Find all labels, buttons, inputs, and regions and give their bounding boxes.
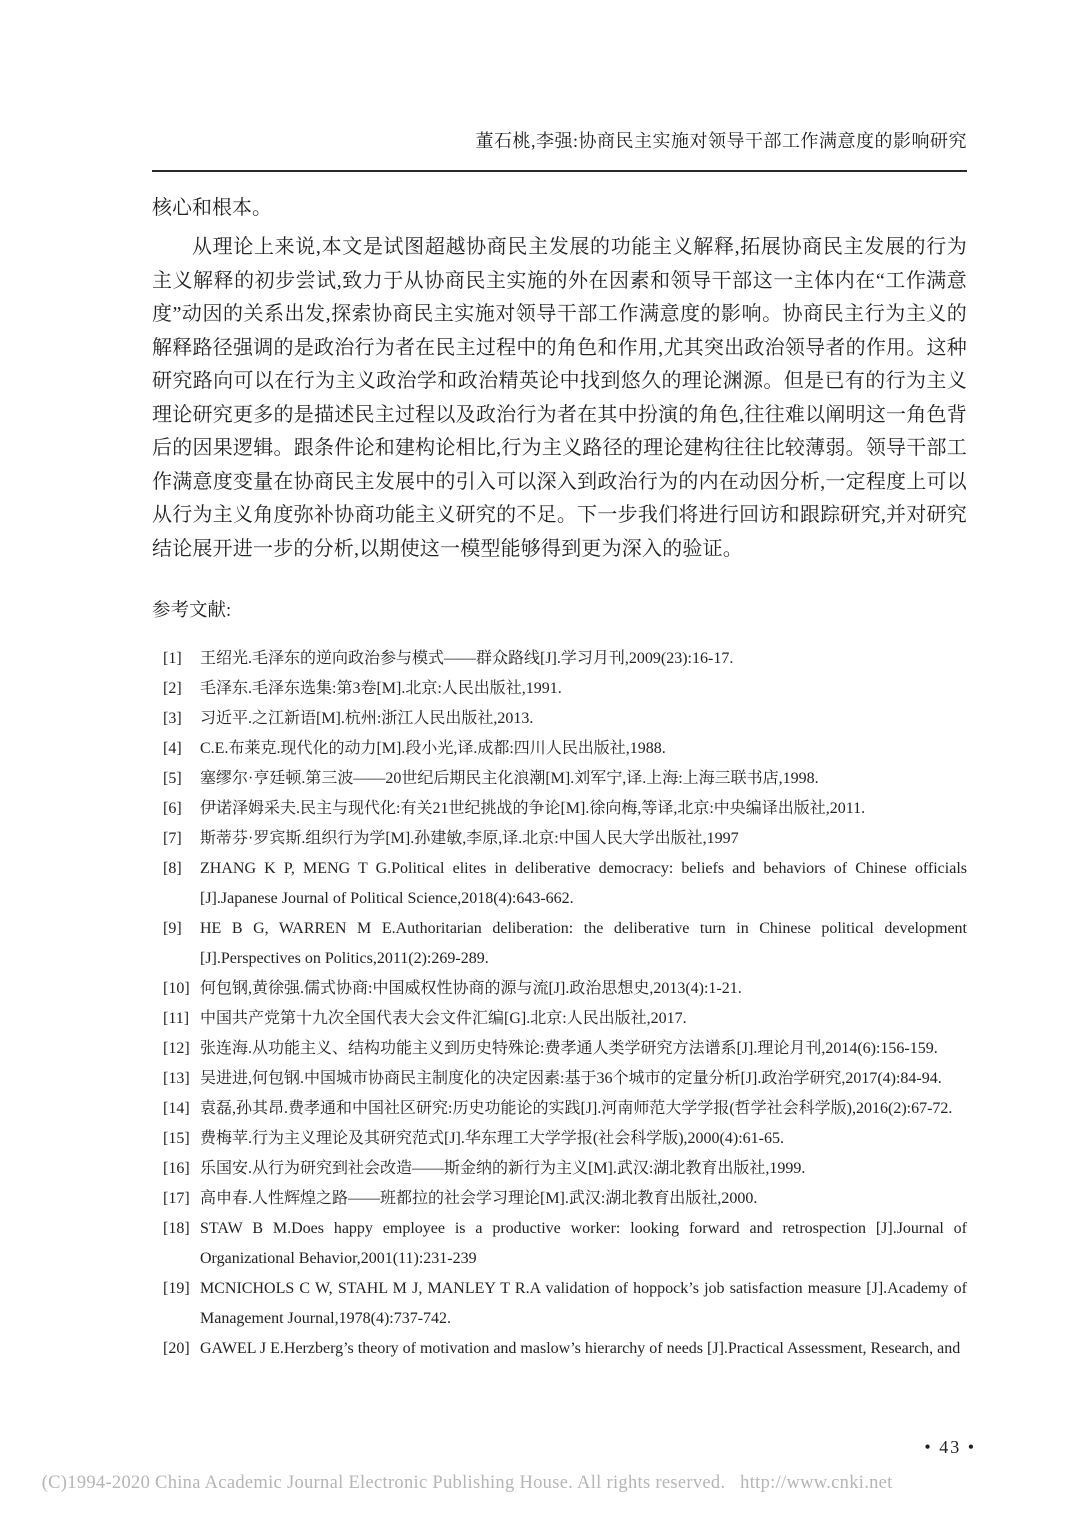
reference-text: 斯蒂芬·罗宾斯.组织行为学[M].孙建敏,李原,译.北京:中国人民大学出版社,1997 [200,830,739,847]
reference-text: 何包钢,黄徐强.儒式协商:中国威权性协商的源与流[J].政治思想史,2013(4):1-21. [200,980,742,997]
reference-item [163,644,967,674]
reference-text: 习近平.之江新语[M].杭州:浙江人民出版社,2013. [200,710,534,727]
reference-text: 高申春.人性辉煌之路——班都拉的社会学习理论[M].武汉:湖北教育出版社,2000. [200,1190,758,1207]
reference-label: [1] [163,650,182,667]
reference-item [163,1124,967,1154]
reference-text: 袁磊,孙其昂.费孝通和中国社区研究:历史功能论的实践[J].河南师范大学学报(哲学社会科学版),2016(2):67-72. [200,1100,953,1117]
reference-text: 王绍光.毛泽东的逆向政治参与模式——群众路线[J].学习月刊,2009(23):16-17. [200,650,734,667]
reference-list [152,644,967,1364]
reference-item [163,1334,967,1364]
reference-label: [18] [163,1220,190,1237]
reference-text: 塞缪尔·亨廷顿.第三波——20世纪后期民主化浪潮[M].刘军宁,译.上海:上海三联书店,1998. [200,770,819,787]
reference-text: 毛泽东.毛泽东选集:第3卷[M].北京:人民出版社,1991. [200,680,562,697]
reference-text: 张连海.从功能主义、结构功能主义到历史特殊论:费孝通人类学研究方法谱系[J].理论月刊,2014(6):156-159. [200,1040,938,1057]
reference-label: [4] [163,740,182,757]
reference-item [163,704,967,734]
paragraph-main: 从理论上来说,本文是试图超越协商民主发展的功能主义解释,拓展协商民主发展的行为主义解释的初步尝试,致力于从协商民主实施的外在因素和领导干部这一主体内在“工作满意度”动因的关系出发,探索协商民主实施对领导干部工作满意度的影响。协商民主行为主义的解释路径强调的是政治行为者在民主过程中的角色和作用,尤其突出政治领导者的作用。这种研究路向可以在行为主义政治学和政治精英论中找到悠久的理论渊源。但是已有的行为主义理论研究更多的是描述民主过程以及政治行为者在其中扮演的角色,往往难以阐明这一角色背后的因果逻辑。跟条件论和建构论相比,行为主义路径的理论建构往往比较薄弱。领导干部工作满意度变量在协商民主发展中的引入可以深入到政治行为的内在动因分析,一定程度上可以从行为主义角度弥补协商功能主义研究的不足。下一步我们将进行回访和跟踪研究,并对研究结论展开进一步的分析,以期使这一模型能够得到更为深入的验证。 [152,236,967,560]
reference-item [163,1004,967,1034]
reference-text: 吴进进,何包钢.中国城市协商民主制度化的决定因素:基于36个城市的定量分析[J].政治学研究,2017(4):84-94. [200,1070,942,1087]
footer-text: (C)1994-2020 China Academic Journal Electronic Publishing House. All rights reserved. http://www.cnki.net [41,1473,893,1493]
reference-item [163,1094,967,1124]
reference-item [163,914,967,974]
reference-label: [11] [163,1010,190,1027]
reference-item [163,1274,967,1334]
reference-item [163,854,967,914]
reference-label: [12] [163,1040,190,1057]
copyright-footer [22,1452,893,1515]
reference-text: HE B G, WARREN M E.Authoritarian deliberation: the deliberative turn in Chinese political development [J].Perspectives on Politics,2011(2):269-289. [200,920,967,967]
paragraph-lead-line: 核心和根本。 [152,197,272,219]
header-rule [152,170,967,172]
reference-item [163,1034,967,1064]
reference-label: [7] [163,830,182,847]
reference-item [163,794,967,824]
reference-label: [20] [163,1340,190,1357]
reference-label: [9] [163,920,182,937]
reference-item [163,974,967,1004]
reference-label: [16] [163,1160,190,1177]
reference-item [163,824,967,854]
reference-label: [15] [163,1130,190,1147]
reference-label: [6] [163,800,182,817]
article-body [152,192,967,1364]
reference-item [163,1064,967,1094]
reference-text: 伊诺泽姆采夫.民主与现代化:有关21世纪挑战的争论[M].徐向梅,等译,北京:中央编译出版社,2011. [200,800,866,817]
reference-text: MCNICHOLS C W, STAHL M J, MANLEY T R.A validation of hoppock’s job satisfaction measure [J].Academy of Management Journal,1978(4):737-742. [200,1280,967,1327]
running-header-title: 董石桃,李强:协商民主实施对领导干部工作满意度的影响研究 [475,131,967,151]
reference-text: GAWEL J E.Herzberg’s theory of motivation and maslow’s hierarchy of needs [J].Practical Assessment, Research, and [200,1340,961,1357]
reference-label: [3] [163,710,182,727]
reference-label: [5] [163,770,182,787]
page-number: • 43 • [924,1437,976,1457]
reference-text: 费梅苹.行为主义理论及其研究范式[J].华东理工大学学报(社会科学版),2000(4):61-65. [200,1130,784,1147]
reference-label: [19] [163,1280,190,1297]
reference-item [163,1154,967,1184]
reference-label: [8] [163,860,182,877]
reference-label: [10] [163,980,190,997]
reference-text: 中国共产党第十九次全国代表大会文件汇编[G].北京:人民出版社,2017. [200,1010,687,1027]
reference-item [163,764,967,794]
reference-text: 乐国安.从行为研究到社会改造——斯金纳的新行为主义[M].武汉:湖北教育出版社,1999. [200,1160,806,1177]
reference-label: [14] [163,1100,190,1117]
reference-label: [17] [163,1190,190,1207]
reference-text: C.E.布莱克.现代化的动力[M].段小光,译.成都:四川人民出版社,1988. [200,740,666,757]
reference-item [163,1184,967,1214]
reference-text: ZHANG K P, MENG T G.Political elites in deliberative democracy: beliefs and behaviors of Chinese officials [J].Japanese Journal of Political Science,2018(4):643-662. [200,860,967,907]
reference-item [163,1214,967,1274]
reference-text: STAW B M.Does happy employee is a productive worker: looking forward and retrospection [J].Journal of Organizational Behavior,2001(11):231-239 [200,1220,967,1267]
reference-item [163,734,967,764]
reference-item [163,674,967,704]
reference-label: [13] [163,1070,190,1087]
reference-label: [2] [163,680,182,697]
references-heading: 参考文献: [152,601,232,621]
